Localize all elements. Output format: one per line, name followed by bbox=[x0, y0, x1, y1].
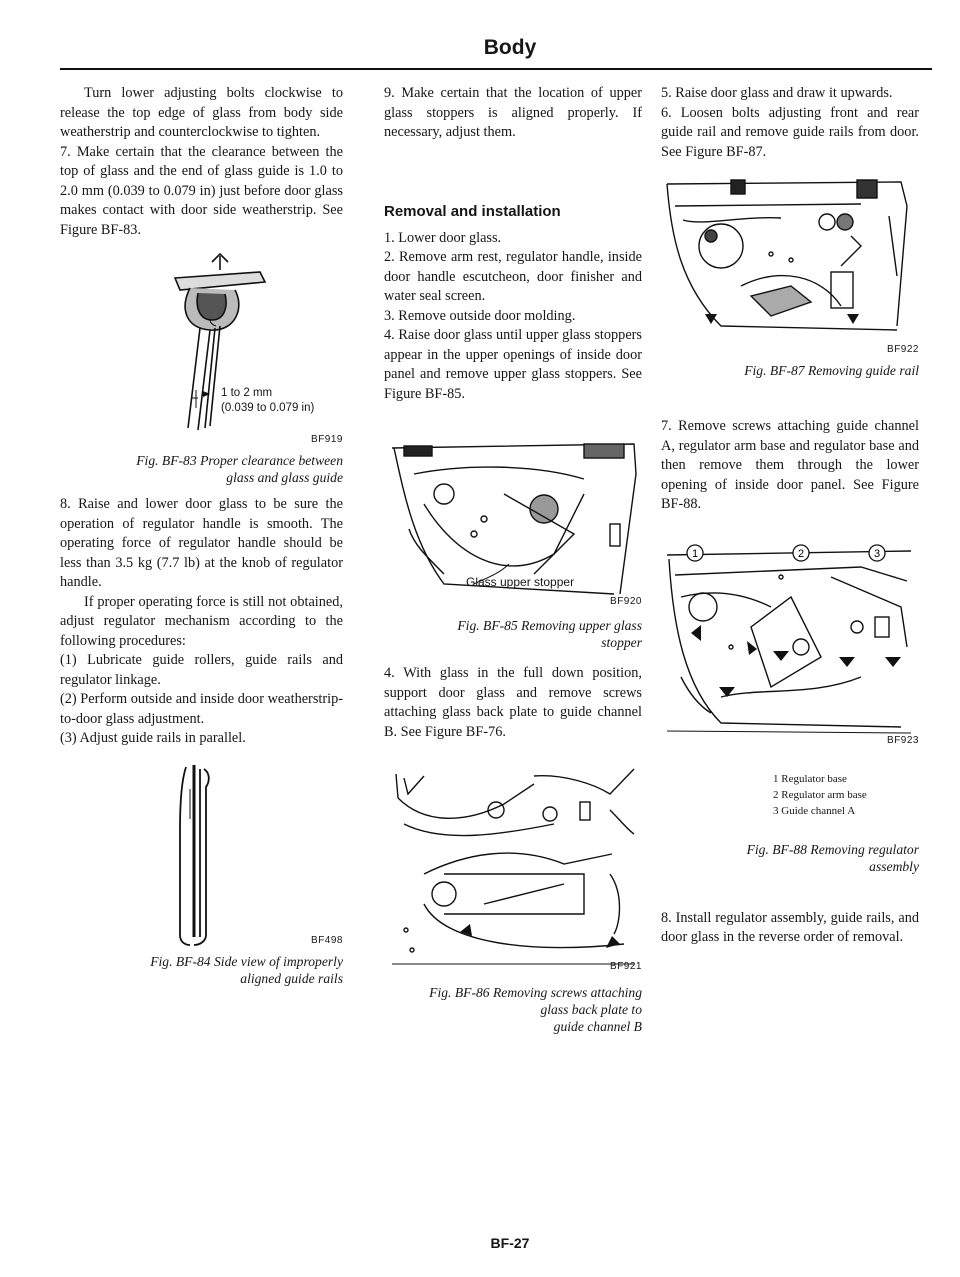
caption-text: guide channel B bbox=[553, 1019, 642, 1034]
caption-number: Fig. BF-84 bbox=[150, 953, 211, 969]
paragraph: (1) Lubricate guide rollers, guide rails and regulator linkage. bbox=[60, 652, 343, 688]
caption-number: Fig. BF-88 bbox=[746, 841, 807, 857]
paragraph: 6. Loosen bolts adjusting front and rear guide rail and remove guide rails from door. See Figure BF-87. bbox=[661, 104, 919, 160]
arrow-icon bbox=[773, 651, 789, 661]
step-item: 1. Lower door glass. bbox=[384, 229, 502, 246]
step-item: 4. Raise door glass until upper glass stoppers appear in the upper openings of inside door panel and remove upper glass stoppers. See Figure BF-85. bbox=[384, 327, 642, 402]
caption-text: glass back plate to bbox=[540, 1002, 642, 1017]
caption-number: Fig. BF-83 bbox=[136, 453, 197, 468]
figure-bf86 bbox=[384, 764, 642, 974]
figure-code: BF920 bbox=[610, 596, 642, 607]
arrow-icon bbox=[747, 641, 757, 655]
header-rule bbox=[60, 68, 932, 70]
glass-guide-clearance-illustration bbox=[60, 248, 343, 448]
paragraph: 5. Raise door glass and draw it upwards. bbox=[661, 85, 893, 101]
caption-text: Side view of improperly bbox=[214, 953, 343, 969]
regulator-assembly-illustration bbox=[661, 537, 919, 747]
column-right bbox=[661, 84, 919, 948]
figure-caption bbox=[661, 362, 919, 379]
guide-rail-removal-illustration bbox=[661, 176, 919, 356]
callout-3: 3 bbox=[873, 547, 881, 560]
caption-number: Fig. BF-86 bbox=[429, 985, 490, 1000]
section-heading: Removal and installation bbox=[384, 202, 561, 220]
figure-caption bbox=[384, 617, 642, 651]
figure-code: BF922 bbox=[887, 344, 919, 355]
caption-text: aligned guide rails bbox=[240, 970, 343, 986]
paragraph: (3) Adjust guide rails in parallel. bbox=[60, 730, 246, 746]
callout-1: 1 bbox=[691, 547, 699, 560]
paragraph: 8. Raise and lower door glass to be sure the operation of regulator handle is smooth. The operating force of regulator handle should be less than 3.5 kg (7.7 lb) at the knob of regulator handle. bbox=[60, 496, 343, 590]
paragraph: Turn lower adjusting bolts clockwise to release the top edge of glass from body side weatherstrip and counterclockwise to tighten. bbox=[60, 85, 343, 140]
figure-caption bbox=[384, 984, 642, 1035]
callout-2: 2 bbox=[797, 547, 805, 560]
step-item: 3. Remove outside door molding. bbox=[384, 307, 576, 324]
figure-bf87 bbox=[661, 176, 919, 356]
legend-item: 3 Guide channel A bbox=[773, 804, 856, 817]
paragraph: 7. Remove screws attaching guide channel A, regulator arm base and regulator base and then remove them through the lower opening of inside door panel. See Figure BF-88. bbox=[661, 418, 919, 512]
legend-item: 1 Regulator base bbox=[773, 772, 847, 785]
figure-bf83 bbox=[60, 248, 343, 448]
clearance-label bbox=[221, 386, 314, 416]
caption-text: Proper clearance between bbox=[200, 453, 343, 468]
figure-code: BF921 bbox=[610, 961, 642, 972]
caption-text: stopper bbox=[601, 635, 642, 650]
arrow-icon bbox=[847, 314, 859, 324]
figure-code: BF919 bbox=[311, 434, 343, 445]
figure-bf84 bbox=[60, 759, 343, 949]
caption-text: assembly bbox=[869, 858, 919, 874]
caption-text: Removing upper glass bbox=[521, 618, 642, 633]
arrow-icon bbox=[839, 657, 855, 667]
figure-code: BF498 bbox=[311, 934, 343, 946]
arrow-icon bbox=[719, 687, 735, 697]
stopper-label: Glass upper stopper bbox=[466, 575, 575, 589]
paragraph: If proper operating force is still not obtained, adjust regulator mechanism according to the following procedures: bbox=[60, 593, 343, 649]
paragraph: 9. Make certain that the location of upper glass stoppers is aligned properly. If necessary, adjust them. bbox=[384, 85, 642, 140]
paragraph: 8. Install regulator assembly, guide rails, and door glass in the reverse order of removal. bbox=[661, 909, 919, 945]
column-left bbox=[60, 84, 343, 987]
caption-number: Fig. BF-85 bbox=[457, 618, 518, 633]
figure-code: BF923 bbox=[887, 734, 919, 746]
caption-text: Removing regulator bbox=[810, 841, 919, 857]
arrow-icon bbox=[606, 936, 620, 948]
guide-rail-side-view-illustration bbox=[60, 759, 343, 949]
paragraph: (2) Perform outside and inside door weatherstrip-to-door glass adjustment. bbox=[60, 691, 343, 727]
paragraph: 7. Make certain that the clearance between the top of glass and the end of glass guide is 1.0 to 2.0 mm (0.039 to 0.079 in) just before door glass makes contact with door side weatherstrip. See Figure BF-83. bbox=[60, 143, 343, 238]
clearance-label-mm: 1 to 2 mm bbox=[221, 387, 273, 399]
legend-item: 2 Regulator arm base bbox=[773, 788, 867, 801]
caption-number: Fig. BF-87 bbox=[744, 363, 805, 378]
figure-caption bbox=[60, 953, 343, 987]
arrow-icon bbox=[691, 625, 701, 641]
figure-caption bbox=[60, 452, 343, 486]
figure-bf85 bbox=[384, 434, 642, 609]
column-middle bbox=[384, 84, 642, 1035]
figure-legend bbox=[773, 771, 919, 819]
step-item: 2. Remove arm rest, regulator handle, inside door handle escutcheon, door finisher and water seal screen. bbox=[384, 249, 642, 304]
caption-text: Removing screws attaching bbox=[492, 985, 642, 1000]
page-number: BF-27 bbox=[490, 1235, 530, 1251]
glass-back-plate-screws-illustration bbox=[384, 764, 642, 974]
figure-bf88 bbox=[661, 537, 919, 747]
paragraph: 4. With glass in the full down position, support door glass and remove screws attaching glass back plate to guide channel B. See Figure BF-76. bbox=[384, 665, 642, 740]
page-header-title: Body bbox=[483, 36, 537, 59]
clearance-label-in: (0.039 to 0.079 in) bbox=[221, 402, 315, 414]
caption-text: Removing guide rail bbox=[808, 363, 919, 378]
arrow-icon bbox=[885, 657, 901, 667]
caption-text: glass and glass guide bbox=[226, 470, 343, 485]
figure-caption bbox=[661, 841, 919, 875]
